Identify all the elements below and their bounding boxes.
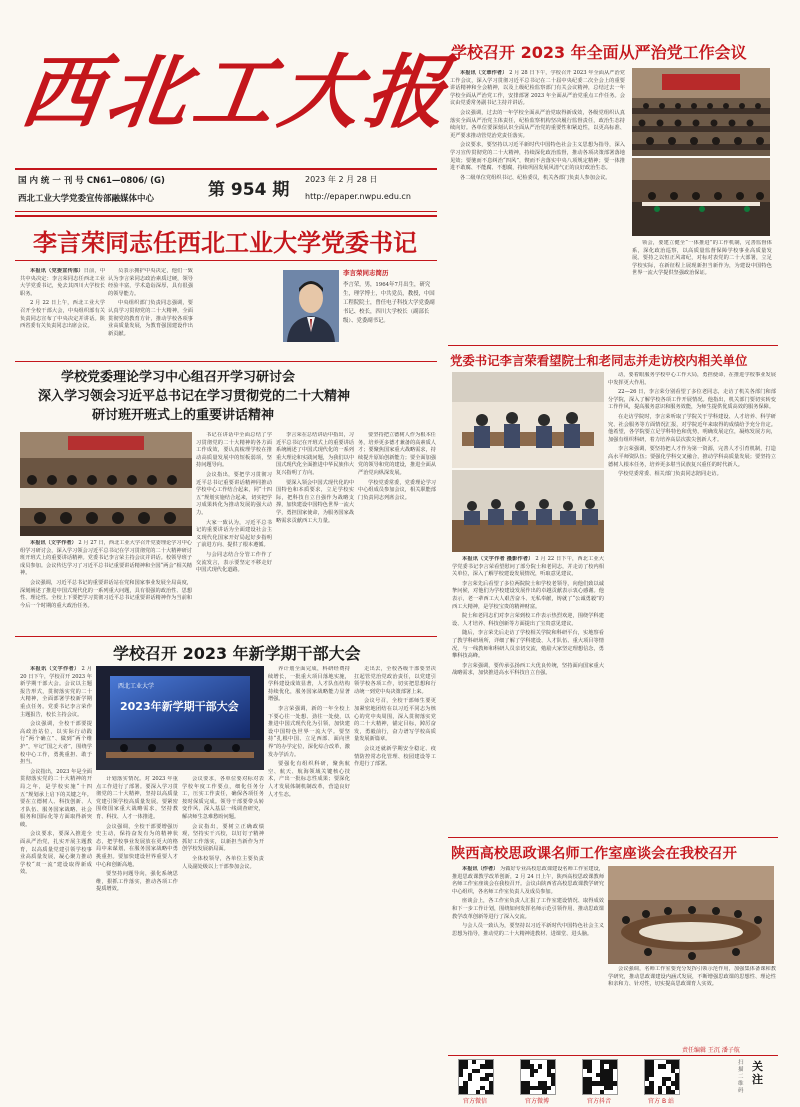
issue-number: 第 954 期 bbox=[208, 180, 290, 200]
qr-label-wechat: 官方微信 bbox=[462, 1098, 487, 1105]
photo-conference-speaker bbox=[632, 158, 770, 236]
photo-cadre-screen bbox=[96, 666, 264, 770]
qr-douyin[interactable] bbox=[582, 1059, 618, 1095]
article-body-shaanxi-b: 会议强调，名师工作室要充分发挥引领示范作用，加强集体备课和教学研究，推动思政课建设内涵式发展，不断增强思政课的思想性、理论性和亲和力、针对性，切实提高思政课育人实效。 bbox=[608, 966, 776, 988]
photo-conference-meeting bbox=[632, 68, 770, 156]
registration-number: 国 内 统 一 刊 号 CN61—0806/ (G) bbox=[18, 176, 165, 186]
article-body-cadre-d: 养计划全面完成，科研经费持续增长，一批重大项目落地实施，学科建设成效显著，人才队伍结构持续优化，服务国家战略能力显著增强。 李言荣强调，新的一年全校上下要心往一处想、劲往一处使，以推进中国式现代化为引领，加快建设中国特色世界一流大学。要坚持“扎根中国、立足西部、面向世界”的办学定位，深化综合改革，激发办学活力。 要强化有组织科研，聚焦航空、航天、航海领域关键核心技术，产出一批标志性成果；要深化人才发展体制机制改革，营造良好人才生态。 bbox=[268, 666, 350, 798]
masthead-divider bbox=[15, 168, 437, 170]
article-body-cadre-b: 计划落实情况。对 2023 年重点工作进行了部署。要深入学习贯彻党的二十大精神，坚持以高质量党建引领学校高质量发展。要紧密围绕国家重大战略需求，坚持教育、科技、人才一体推进。 会议强调，全校干部要增强历史主动，保持奋发有为的精神状态，把学校事业发展放在更大的格局中来谋划，在服务国家战略中勇挑重担。要加快建设世界重要人才中心和创新高地。 要坚持问题导向，强化系统思维，狠抓工作落实，推动各项工作提质增效。 bbox=[96, 776, 178, 893]
qr-label-bilibili: 官方 B 站 bbox=[648, 1098, 674, 1105]
profile-box bbox=[343, 268, 435, 354]
qr-wechat[interactable] bbox=[458, 1059, 494, 1095]
article-body-study-a: 本报讯（文字作者） 2 月 27 日，西北工业大学召开党委理论学习中心组学习研讨会，深入学习领会习近平总书记在学习贯彻党的二十大精神研讨班开班式上的重要讲话精神。党委书记李言荣主持会议并讲话。校领导班子成员参加。会议传达学习了习近平总书记重要讲话精神和全国“两会”相关精神。 会议强调，习近平总书记的重要讲话站在党和国家事业发展全局高度，深刻阐述了推进中国式现代化的一系列重大问题，具有很强的政治性、思想性、理论性。全校上下要把学习贯彻习近平总书记重要讲话精神作为当前和今后一个时期的重大政治任务。 bbox=[20, 540, 192, 609]
lead-divider bbox=[15, 215, 437, 217]
issue-date: 2023 年 2 月 28 日 bbox=[305, 175, 378, 184]
article-body-conference-a: 本报讯（文章作者） 2 月 28 日下午，学校召开 2023 年全面从严治党工作会议，深入学习贯彻习近平总书记在二十届中央纪委二次全会上的重要讲话精神和全会精神，以及上级纪检监察部门有关会议精神，总结过去一年学校全面从严治党工作，安排部署 2023 年全面从严治党重点工作任务。会议由党委常务副书记主持并讲话。 会议强调，过去的一年学校全面从严治党取得新成效，各级党组织认真落实全面从严治党主体责任，纪检监察机构坚决履行监督责任，政治生态持续向好。各单位要深刻认识全面从严治党的重要性和紧迫性，以更高标准、更严要求推动管党治党责任落实。 会议要求，要坚持以习近平新时代中国特色社会主义思想为指导，深入学习宣传贯彻党的二十大精神，持续深化政治监督，推动各项决策部署落地见效；要驰而不息纠治“四风”，锲而不舍落实中央八项规定精神；要一体推进不敢腐、不能腐、不想腐，持续巩固发展风清气正的良好政治生态。 各二级单位党组织书记、纪检委员，机关各部门负责人参加会议。 bbox=[450, 70, 625, 181]
headline-party-secretary: 李言荣同志任西北工业大学党委书记 bbox=[33, 229, 417, 257]
scan-label: 扫描二维码 bbox=[738, 1060, 744, 1094]
photo-study-session bbox=[20, 432, 192, 536]
screen-banner-text: 2023年新学期干部大会 bbox=[120, 700, 239, 713]
masthead-logo bbox=[15, 42, 459, 142]
article-body-appointment-b: 员表示拥护中央决定，他们一致认为李言荣同志政治素质过硬，领导经验丰富，学术造诣深厚，具有很强的领导能力。 中央组织部门负责同志强调，要认真学习贯彻党的二十大精神，全面贯彻党的教育方针，推动学校各项事业高质量发展，为教育强国建设作出新贡献。 bbox=[108, 268, 193, 337]
article-body-study-b: 书记在讲话中全面总结了学习贯彻党的二十大精神的各方面工作成效，要认真梳理学校在推动高质量发展中的短板弱项，坚持问题导向。 会议指出，要把学习贯彻习近平总书记重要讲话精神同推动学校中心工作结合起来，同“十四五”规划实施结合起来，切实把学习成果转化为推动发展的强大动力。 大家一致认为，习近平总书记的重要讲话为全面建设社会主义现代化国家开好局起好步指明了前进方向、提供了根本遵循。 与会同志结合分管工作作了交流发言，表示要坚定不移走好中国式现代化道路。 bbox=[196, 432, 272, 574]
visit-divider bbox=[448, 345, 778, 346]
headline-party-conference: 学校召开 2023 年全面从严治党工作会议 bbox=[451, 43, 747, 62]
photo-visit-2 bbox=[452, 470, 604, 552]
publisher-name: 西北工业大学党委宣传部融媒体中心 bbox=[18, 194, 155, 204]
profile-text: 李言荣，男，1964年7月出生，研究生，理学博士，中共党员，教授，中国工程院院士，曾任电子科技大学党委副书记、校长，四川大学校长（副部长级）、党委副书记。 bbox=[343, 282, 435, 324]
cadre-divider bbox=[15, 636, 437, 637]
article-body-appointment-a: 本报讯（党委宣传部）日前，中共中央决定：李言荣同志任西北工业大学党委书记，免去其四川大学校长职务。 2 月 22 日上午，西北工业大学召开全校干部大会，中央组织部有关负责同志宣布了中央决定并讲话。陕西省委有关负责同志出席会议。 bbox=[20, 268, 105, 330]
follow-label: 关注 bbox=[752, 1060, 763, 1086]
qr-weibo[interactable] bbox=[520, 1059, 556, 1095]
masthead-title: 西北工大报 bbox=[15, 45, 459, 139]
headline-study-line2: 深入学习领会习近平总书记在学习贯彻党的二十大精神 bbox=[38, 389, 351, 404]
qr-bilibili[interactable] bbox=[644, 1059, 680, 1095]
footer-divider bbox=[448, 1055, 778, 1056]
photo-visit-1 bbox=[452, 372, 604, 468]
lead-divider-bottom bbox=[15, 260, 437, 261]
article-body-cadre-c: 会议要求，各单位要对标对表学校年度工作要点，细化任务分工，压实工作责任，确保各项任务按时保质完成。领导干部要带头转变作风，深入基层一线调查研究，解决师生急难愁盼问题。 会议指出，要树立正确政绩观，坚持实干兴校，以钉钉子精神抓好工作落实，以新担当新作为开创学校发展新局面。 全体校领导，各单位主要负责人及副处级以上干部参加会议。 bbox=[182, 776, 264, 870]
masthead-divider-bottom bbox=[15, 211, 437, 212]
headline-study-line3: 研讨班开班式上的重要讲话精神 bbox=[92, 408, 275, 423]
qr-label-douyin: 官方抖音 bbox=[586, 1098, 611, 1105]
headline-visit: 党委书记李言荣看望院士和老同志并走访校内相关单位 bbox=[450, 353, 748, 368]
headline-cadre-meeting: 学校召开 2023 年新学期干部大会 bbox=[113, 644, 361, 663]
profile-title: 李言荣同志简历 bbox=[343, 269, 389, 277]
screen-logo-text: 西北工业大学 bbox=[118, 683, 155, 690]
masthead-info bbox=[18, 172, 438, 210]
article-body-conference-b: 领会，要建立健全“一体推进”的工作机制，完善监督体系，深化政治巡察，以高质量监督保障学校事业高质量发展。要持之以恒正风肃纪，对标对表党的二十大部署，立足学校实际，在新征程上展现新担当新作为，为建设中国特色世界一流大学提供坚强政治保证。 bbox=[632, 240, 772, 277]
study-divider bbox=[15, 361, 437, 362]
epaper-url[interactable]: http://epaper.nwpu.edu.cn bbox=[305, 192, 411, 201]
headline-shaanxi: 陕西高校思政课名师工作室座谈会在我校召开 bbox=[451, 846, 737, 862]
article-body-shaanxi-a: 本报讯（作者） 为做好专业高校思政课建设名师工作室建设，推进思政课教学改革创新，2 月 24 日上午，陕西高校思政课教师名师工作室座谈会在我校召开。会议由陕西省高校思政课教学研究中心组织，各名师工作室负责人及成员参加。 座谈会上，各工作室负责人汇报了工作室建设情况、取得成效和下一步工作计划，围绕如何发挥名师示范引领作用、推动思政课教学改革创新等进行了深入交流。 与会人员一致认为，要坚持以习近平新时代中国特色社会主义思想为指导，推动党的二十大精神进教材、进课堂、进头脑。 bbox=[452, 866, 604, 937]
shaanxi-divider bbox=[448, 837, 778, 838]
photo-shaanxi-meeting bbox=[608, 866, 774, 964]
article-body-visit-b: 动，要着眼服务学校中心工作大局，勇担使命，在推进学校事业发展中发挥更大作用。 22—26 日，李言荣分别看望了多位老同志，走访了机关各部门和部分学院，深入了解学校各项工作开展情况。他指出，机关部门要切实转变工作作风，提高服务意识和服务效能，为师生提供优质高效的服务保障。 在走访学院时，李言荣听取了学院关于学科建设、人才培养、科学研究、社会服务等方面情况汇报，对学院近年来取得的成绩给予充分肯定。他希望，各学院要立足学科特色和优势，明确发展定位，凝练发展方向，加强有组织科研，着力培养高层次拔尖创新人才。 李言荣强调，要坚持把人才作为第一资源，完善人才引育机制，打造高水平师资队伍；要强化学科交叉融合，推动学科高质量发展；要坚持立德树人根本任务，培养更多堪当民族复兴重任的时代新人。 学校党委常委、相关部门负责同志陪同走访。 bbox=[608, 372, 776, 478]
article-body-study-d: 要坚持把立德树人作为根本任务，培养更多德才兼备的高素质人才；要聚焦国家重大战略需求，持续提升原始创新能力；要全面加强党的领导和党的建设，推进全面从严治党向纵深发展。 学校党委常委，党委理论学习中心组成员参加会议，相关职能部门负责同志列席会议。 bbox=[358, 432, 436, 501]
article-body-cadre-e: 走出去，全校各级干部要坚决扛起管党治党政治责任，以党建引领学校各项工作，切实把思想和行动统一到党中央决策部署上来。 会议号召，全校干部师生要更加紧密地团结在以习近平同志为核心的党中央周围，深入贯彻落实党的二十大精神，锚定目标，踔厉奋发，勇毅前行，奋力谱写学校高质量发展新篇章。 会议还就新学期安全稳定、疫情防控常态化管理、校园建设等工作进行了部署。 bbox=[354, 666, 436, 768]
article-body-visit-a: 本报讯（文字作者 摄影作者） 2 月 22 日下午，西北工业大学党委书记李言荣看望慰问了部分院士和老同志，并走访了校内相关单位，深入了解学校建设发展情况，听取意见建议。 李言荣先后看望了多位两院院士和学校老领导，向他们致以诚挚问候，对他们为学校建设发展作出的卓越贡献表示衷心感谢。他表示，老一辈西工大人艰苦奋斗、无私奉献，铸就了“公诚勇毅”的西工大精神，是学校宝贵的精神财富。 院士和老同志们对李言荣到校工作表示热烈欢迎，围绕学科建设、人才培养、科技创新等方面提出了宝贵意见建议。 随后，李言荣先后走访了学校相关学院和科研平台，实地察看了教学科研场所，详细了解了学科建设、人才队伍、重大项目等情况，与一线教师和科研人员亲切交流，勉励大家坚定理想信念，勇攀科技高峰。 李言荣强调，要传承弘扬西工大优良传统，坚持面向国家重大战略需求，加快推进高水平科技自立自强。 bbox=[452, 556, 604, 677]
headline-study-line1: 学校党委理论学习中心组召开学习研讨会 bbox=[61, 370, 296, 385]
article-body-study-c: 李言荣在总结讲话中指出，习近平总书记在开班式上的重要讲话系统阐述了中国式现代化的一系列重大理论和实践问题，为我们以中国式现代化全面推进中华民族伟大复兴指明了方向。 要深入领会中国式现代化的中国特色和本质要求，立足学校实际，把科技自立自强作为战略支撑，加快建设中国特色世界一流大学，勇担国家使命，为服务国家战略需求贡献西工大力量。 bbox=[276, 432, 354, 524]
article-body-cadre-a: 本报讯（文字作者） 2 月 20 日下午，学校召开 2023 年新学期干部大会。会议以主题报告形式，贯彻落实党的二十大精神，全面部署学校新学期重点任务。党委书记李言荣作主题报告，校长主持会议。 会议强调，全校干部要提高政治站位，以实际行动践行“两个确立”、做到“两个维护”，牢记“国之大者”，围绕学校中心工作，勇挑重担、敢于担当。 会议指出，2023 年是全面贯彻落实党的二十大精神的开局之年，是学校实施“十四五”规划承上启下的关键之年。要在立德树人、科技创新、人才队伍、服务国家战略、社会服务和国际化等方面取得新突破。 会议要求，要深入推进全面从严治党，扎实开展主题教育，以高质量党建引领学校事业高质量发展，凝心聚力推动学校“双一流”建设取得新成效。 bbox=[20, 666, 92, 876]
qr-label-weibo: 官方微博 bbox=[524, 1098, 549, 1105]
portrait-photo bbox=[283, 270, 339, 342]
editor-credit: 责任编辑 王沉 潘子航 bbox=[682, 1047, 740, 1054]
